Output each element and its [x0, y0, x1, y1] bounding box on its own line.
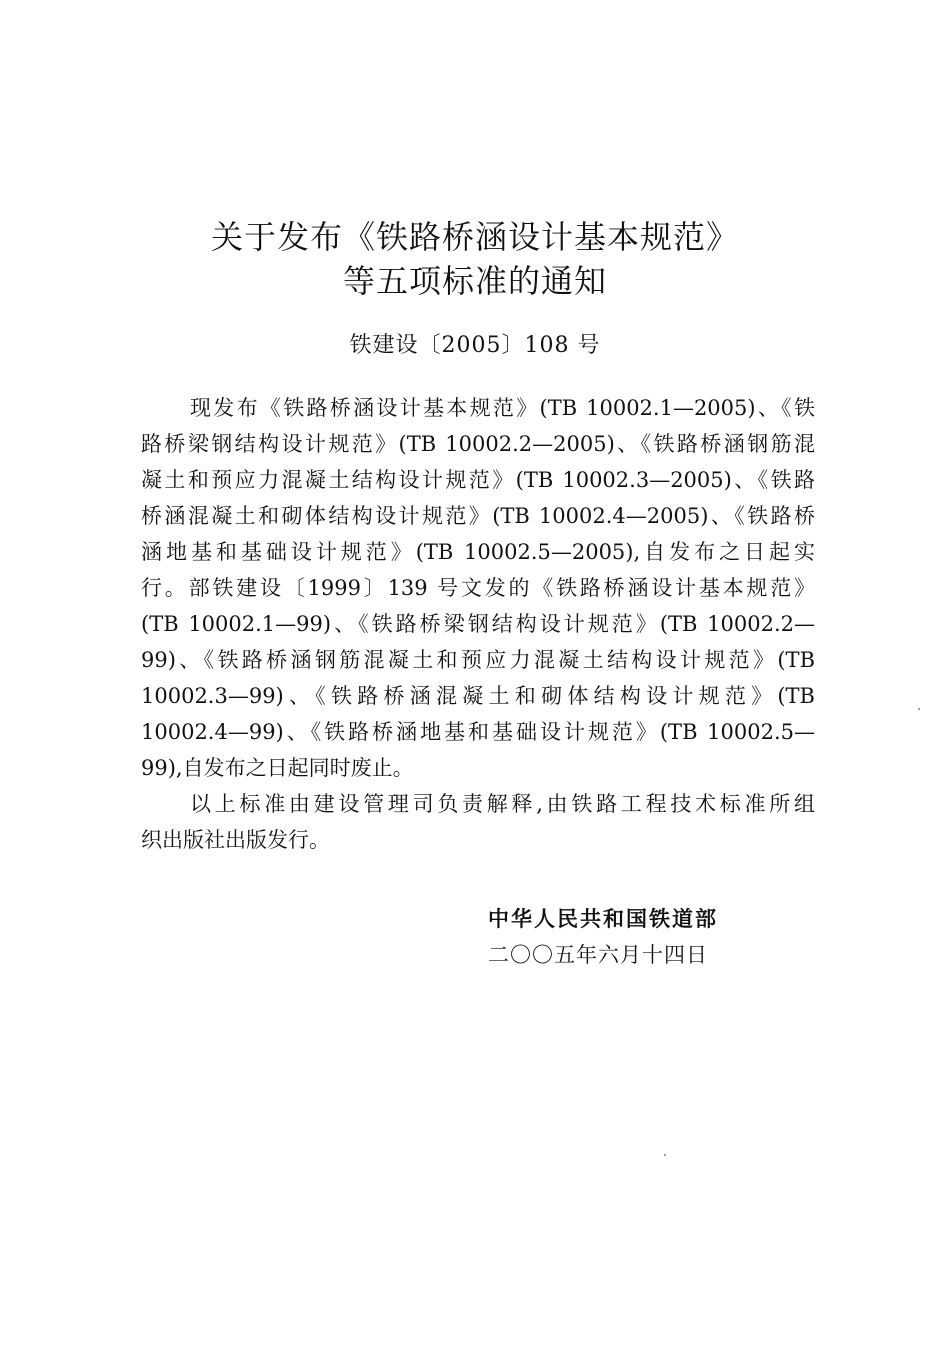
paragraph-2-line: 以上标准由建设管理司负责解释,由铁路工程技术标准所组 — [190, 792, 815, 816]
paragraph-1-line: 行。部铁建设〔1999〕139 号文发的《铁路桥涵设计基本规范》 — [141, 576, 815, 600]
paragraph-1-line: 99),自发布之日起同时废止。 — [141, 756, 414, 780]
document-number: 铁建设〔2005〕108 号 — [349, 333, 601, 358]
notice-title-line-1: 关于发布《铁路桥涵设计基本规范》 — [210, 218, 739, 256]
paragraph-1-line: 99)、《铁路桥涵钢筋混凝土和预应力混凝土结构设计规范》(TB — [141, 648, 815, 672]
signature-organization: 中华人民共和国铁道部 — [488, 906, 718, 931]
paragraph-1-line: 路桥梁钢结构设计规范》(TB 10002.2—2005)、《铁路桥涵钢筋混 — [141, 432, 815, 456]
paragraph-1-line: 10002.3—99)、《铁路桥涵混凝土和砌体结构设计规范》(TB — [141, 684, 815, 708]
scan-speck — [664, 1154, 666, 1156]
signature-date: 二〇〇五年六月十四日 — [488, 943, 708, 967]
paragraph-1-line: 涵地基和基础设计规范》(TB 10002.5—2005),自发布之日起实 — [141, 540, 815, 564]
paragraph-1-line: 桥涵混凝土和砌体结构设计规范》(TB 10002.4—2005)、《铁路桥 — [141, 504, 815, 528]
paragraph-1-line: 凝土和预应力混凝土结构设计规范》(TB 10002.3—2005)、《铁路 — [141, 468, 815, 492]
paragraph-1-line: (TB 10002.1—99)、《铁路桥梁钢结构设计规范》(TB 10002.2— — [141, 612, 815, 636]
paragraph-1-line: 现发布《铁路桥涵设计基本规范》(TB 10002.1—2005)、《铁 — [190, 396, 815, 420]
scan-speck — [918, 708, 920, 710]
notice-title-line-2: 等五项标准的通知 — [342, 262, 607, 300]
paragraph-2-line: 织出版社出版发行。 — [141, 828, 330, 852]
paragraph-1-line: 10002.4—99)、《铁路桥涵地基和基础设计规范》(TB 10002.5— — [141, 720, 815, 744]
